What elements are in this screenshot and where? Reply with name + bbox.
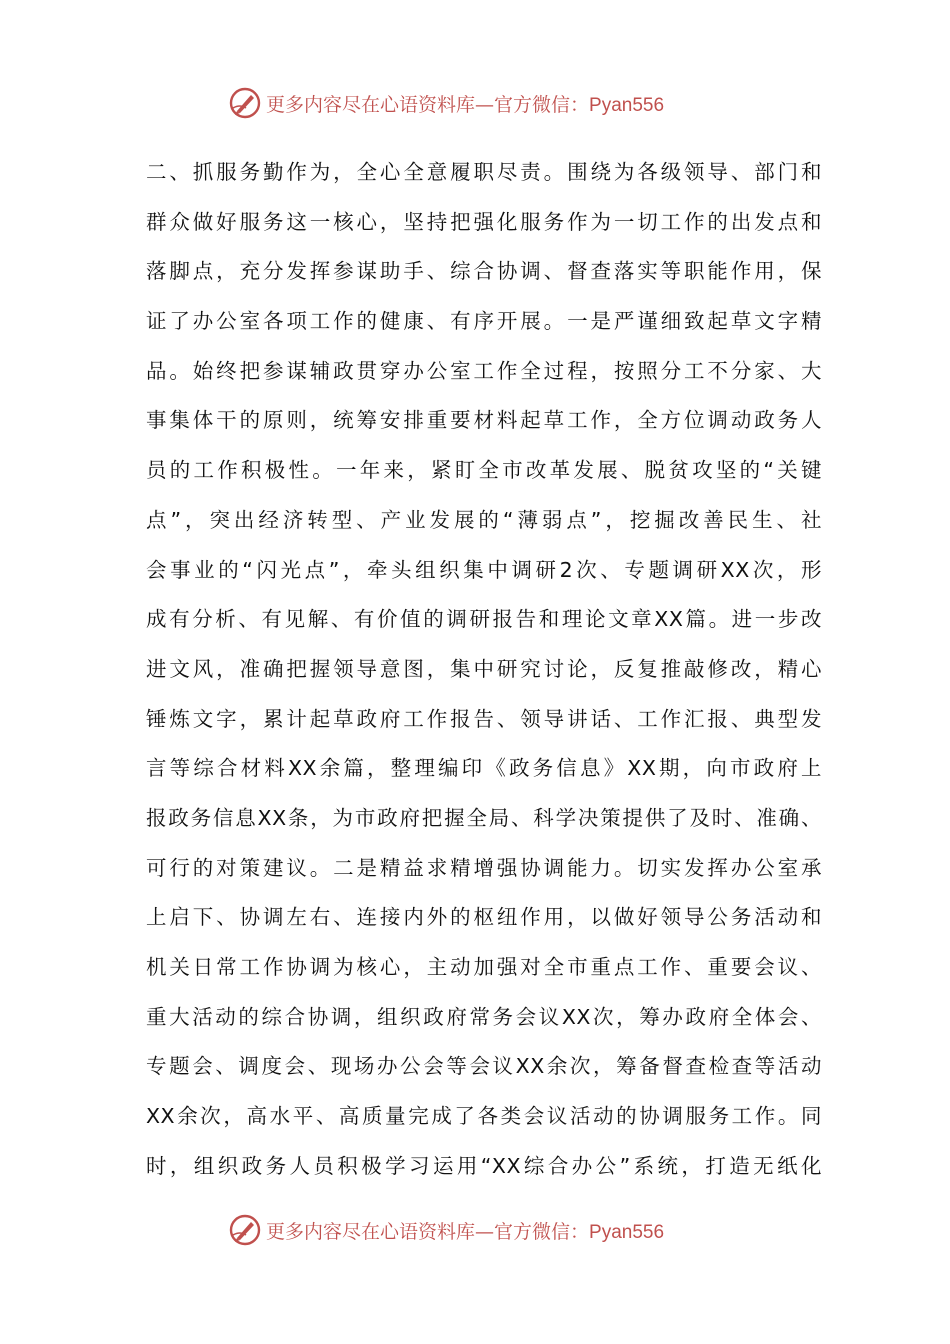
- footer-banner-label: 更多内容尽在心语资料库—官方微信：: [266, 1220, 590, 1243]
- header-banner-text: [266, 90, 664, 117]
- pen-logo-icon: [228, 86, 262, 120]
- body-line: 事集体干的原则，统筹安排重要材料起草工作，全方位调动政务人: [146, 408, 822, 433]
- body-line: 成有分析、有见解、有价值的调研报告和理论文章XX篇。进一步改: [146, 607, 822, 632]
- body-line: 可行的对策建议。二是精益求精增强协调能力。切实发挥办公室承: [146, 855, 822, 880]
- body-line: 二、抓服务勤作为，全心全意履职尽责。围绕为各级领导、部门和: [146, 160, 822, 184]
- body-line: 重大活动的综合协调，组织政府常务会议XX次，筹办政府全体会、: [146, 1004, 822, 1029]
- body-line: 时，组织政务人员积极学习运用“XX综合办公”系统，打造无纸化: [146, 1153, 822, 1178]
- body-line: 落脚点，充分发挥参谋助手、综合协调、督查落实等职能作用，保: [146, 259, 822, 284]
- header-banner: [228, 86, 728, 120]
- body-line: 会事业的“闪光点”，牵头组织集中调研2次、专题调研XX次，形: [146, 557, 822, 582]
- body-line: 群众做好服务这一核心，坚持把强化服务作为一切工作的出发点和: [146, 209, 822, 234]
- body-line: 点”，突出经济转型、产业发展的“薄弱点”，挖掘改善民生、社: [146, 507, 822, 532]
- body-line: XX余次，高水平、高质量完成了各类会议活动的协调服务工作。同: [146, 1104, 822, 1129]
- body-line: 报政务信息XX条，为市政府把握全局、科学决策提供了及时、准确、: [146, 805, 822, 830]
- footer-banner: [228, 1213, 728, 1247]
- body-line: 证了办公室各项工作的健康、有序开展。一是严谨细致起草文字精: [146, 309, 822, 334]
- header-wechat-id: Pyan556: [589, 94, 665, 116]
- body-line: 言等综合材料XX余篇，整理编印《政务信息》XX期，向市政府上: [146, 756, 822, 781]
- body-line: 专题会、调度会、现场办公会等会议XX余次，筹备督查检查等活动: [146, 1054, 822, 1079]
- header-banner-label: 更多内容尽在心语资料库—官方微信：: [266, 93, 590, 116]
- pen-logo-icon: [228, 1213, 262, 1247]
- body-line: 员的工作积极性。一年来，紧盯全市改革发展、脱贫攻坚的“关键: [146, 458, 822, 483]
- body-line: 进文风，准确把握领导意图，集中研究讨论，反复推敲修改，精心: [146, 656, 822, 681]
- body-line: 品。始终把参谋辅政贯穿办公室工作全过程，按照分工不分家、大: [146, 358, 822, 383]
- body-line: 锤炼文字，累计起草政府工作报告、领导讲话、工作汇报、典型发: [146, 706, 822, 731]
- footer-banner-text: [266, 1217, 664, 1244]
- document-body: [146, 148, 822, 1191]
- body-line: 机关日常工作协调为核心，主动加强对全市重点工作、重要会议、: [146, 955, 822, 979]
- footer-wechat-id: Pyan556: [589, 1221, 665, 1243]
- body-line: 上启下、协调左右、连接内外的枢纽作用，以做好领导公务活动和: [146, 905, 822, 930]
